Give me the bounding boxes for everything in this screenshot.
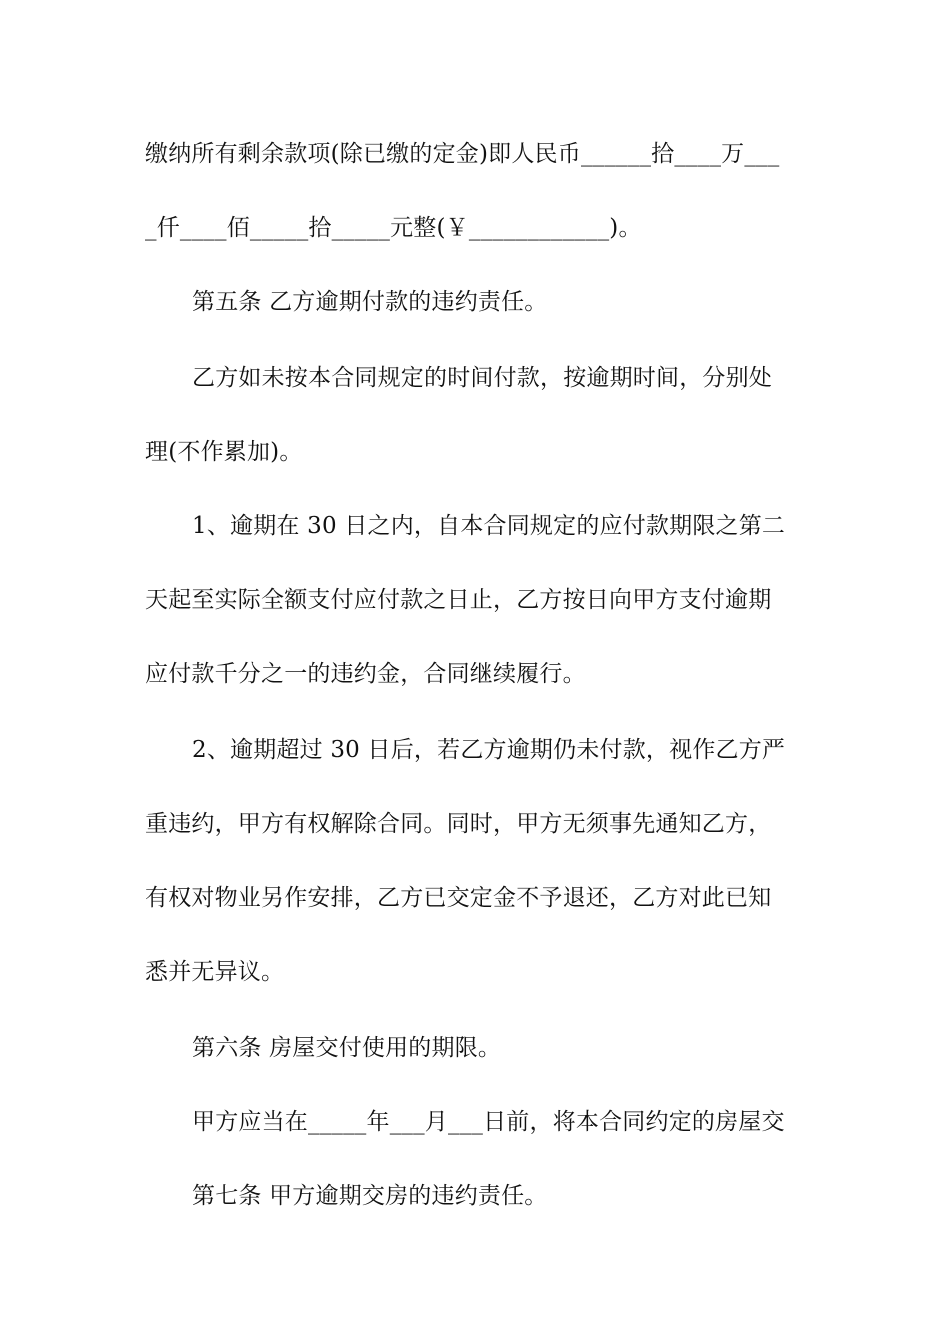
article-7-heading: 第七条 甲方逾期交房的违约责任。 [192, 1183, 548, 1209]
text-line-6: 1、逾期在 30 日之内，自本合同规定的应付款期限之第二 [192, 513, 786, 539]
text-line-1: 缴纳所有剩余款项(除已缴的定金)即人民币______拾____万___ [145, 141, 780, 167]
article-5-heading: 第五条 乙方逾期付款的违约责任。 [192, 289, 548, 315]
text-line-2: _仟____佰_____拾_____元整(￥____________)。 [145, 215, 642, 241]
text-line-5: 理(不作累加)。 [145, 439, 303, 465]
text-line-14: 甲方应当在_____年___月___日前，将本合同约定的房屋交 [192, 1109, 785, 1135]
text-line-9: 2、逾期超过 30 日后，若乙方逾期仍未付款，视作乙方严 [192, 737, 786, 763]
article-6-heading: 第六条 房屋交付使用的期限。 [192, 1035, 502, 1061]
text-line-11: 有权对物业另作安排，乙方已交定金不予退还，乙方对此已知 [145, 885, 772, 911]
text-line-7: 天起至实际全额支付应付款之日止，乙方按日向甲方支付逾期 [145, 587, 772, 613]
text-line-4: 乙方如未按本合同规定的时间付款，按逾期时间，分别处 [192, 365, 772, 391]
text-line-12: 悉并无异议。 [145, 959, 285, 985]
text-line-10: 重违约，甲方有权解除合同。同时，甲方无须事先通知乙方， [145, 811, 772, 837]
text-line-8: 应付款千分之一的违约金，合同继续履行。 [145, 661, 586, 687]
